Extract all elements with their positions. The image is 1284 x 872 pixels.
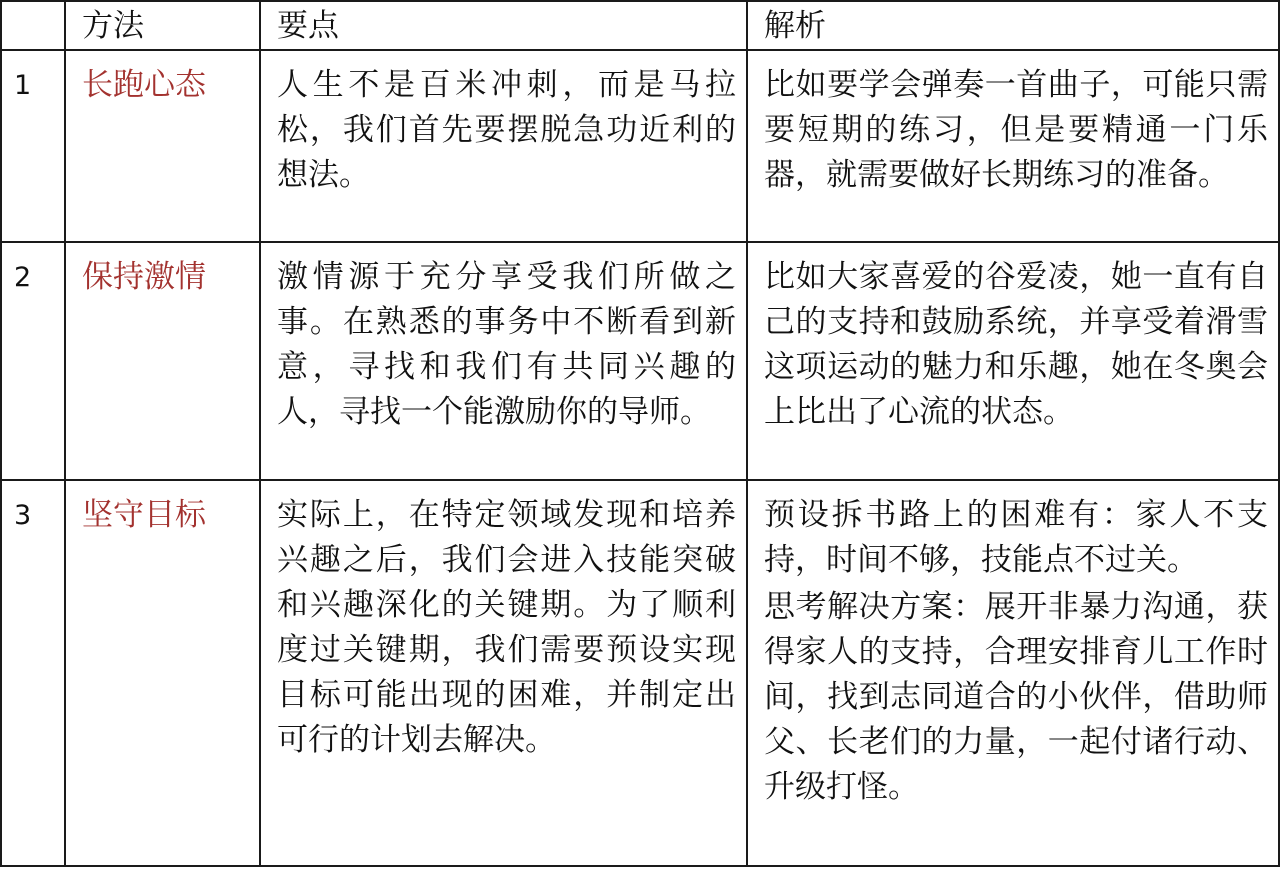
row-method-cell — [65, 480, 260, 866]
row-analysis-paragraph: 思考解决方案：展开非暴力沟通，获得家人的支持，合理安排育儿工作时间，找到志同道合的小伙伴，借助师父、长老们的力量，一起付诸行动、升级打怪。 — [764, 589, 1268, 805]
row-analysis-cell — [747, 480, 1279, 866]
table-row — [1, 50, 1279, 242]
row-index-cell — [1, 480, 65, 866]
row-analysis-paragraph: 预设拆书路上的困难有：家人不支持，时间不够，技能点不过关。 — [764, 497, 1268, 578]
row-index-cell — [1, 242, 65, 480]
row-point: 实际上，在特定领域发现和培养兴趣之后，我们会进入技能突破和兴趣深化的关键期。为了顺利度过关键期，我们需要预设实现目标可能出现的困难，并制定出可行的计划去解决。 — [277, 497, 736, 758]
row-index: 3 — [14, 500, 32, 531]
header-point-label: 要点 — [277, 8, 339, 44]
header-index-label — [2, 2, 64, 4]
row-point-cell — [260, 50, 747, 242]
row-point: 人生不是百米冲刺，而是马拉松，我们首先要摆脱急功近利的想法。 — [277, 67, 736, 193]
row-analysis-paragraph: 比如要学会弹奏一首曲子，可能只需要短期的练习，但是要精通一门乐器，就需要做好长期练习的准备。 — [764, 67, 1268, 193]
table-row — [1, 242, 1279, 480]
row-index: 1 — [14, 70, 32, 101]
row-method-cell — [65, 50, 260, 242]
row-method: 长跑心态 — [82, 67, 206, 103]
row-index-cell — [1, 50, 65, 242]
table-header-row — [1, 1, 1279, 50]
row-analysis — [748, 51, 1278, 198]
row-analysis-cell — [747, 242, 1279, 480]
header-method-cell — [65, 1, 260, 50]
row-analysis — [748, 481, 1278, 810]
row-analysis-cell — [747, 50, 1279, 242]
header-analysis-label: 解析 — [764, 8, 826, 44]
header-index-cell — [1, 1, 65, 50]
row-index: 2 — [14, 262, 32, 293]
row-point-cell — [260, 242, 747, 480]
row-analysis-paragraph: 比如大家喜爱的谷爱凌，她一直有自己的支持和鼓励系统，并享受着滑雪这项运动的魅力和乐趣，她在冬奥会上比出了心流的状态。 — [764, 259, 1268, 430]
table-row — [1, 480, 1279, 866]
row-point-cell — [260, 480, 747, 866]
row-point: 激情源于充分享受我们所做之事。在熟悉的事务中不断看到新意，寻找和我们有共同兴趣的人，寻找一个能激励你的导师。 — [277, 259, 736, 430]
header-analysis-cell — [747, 1, 1279, 50]
header-method-label: 方法 — [82, 8, 144, 44]
row-method-cell — [65, 242, 260, 480]
row-method: 坚守目标 — [82, 497, 206, 533]
row-method: 保持激情 — [82, 259, 206, 295]
header-point-cell — [260, 1, 747, 50]
row-analysis — [748, 243, 1278, 435]
